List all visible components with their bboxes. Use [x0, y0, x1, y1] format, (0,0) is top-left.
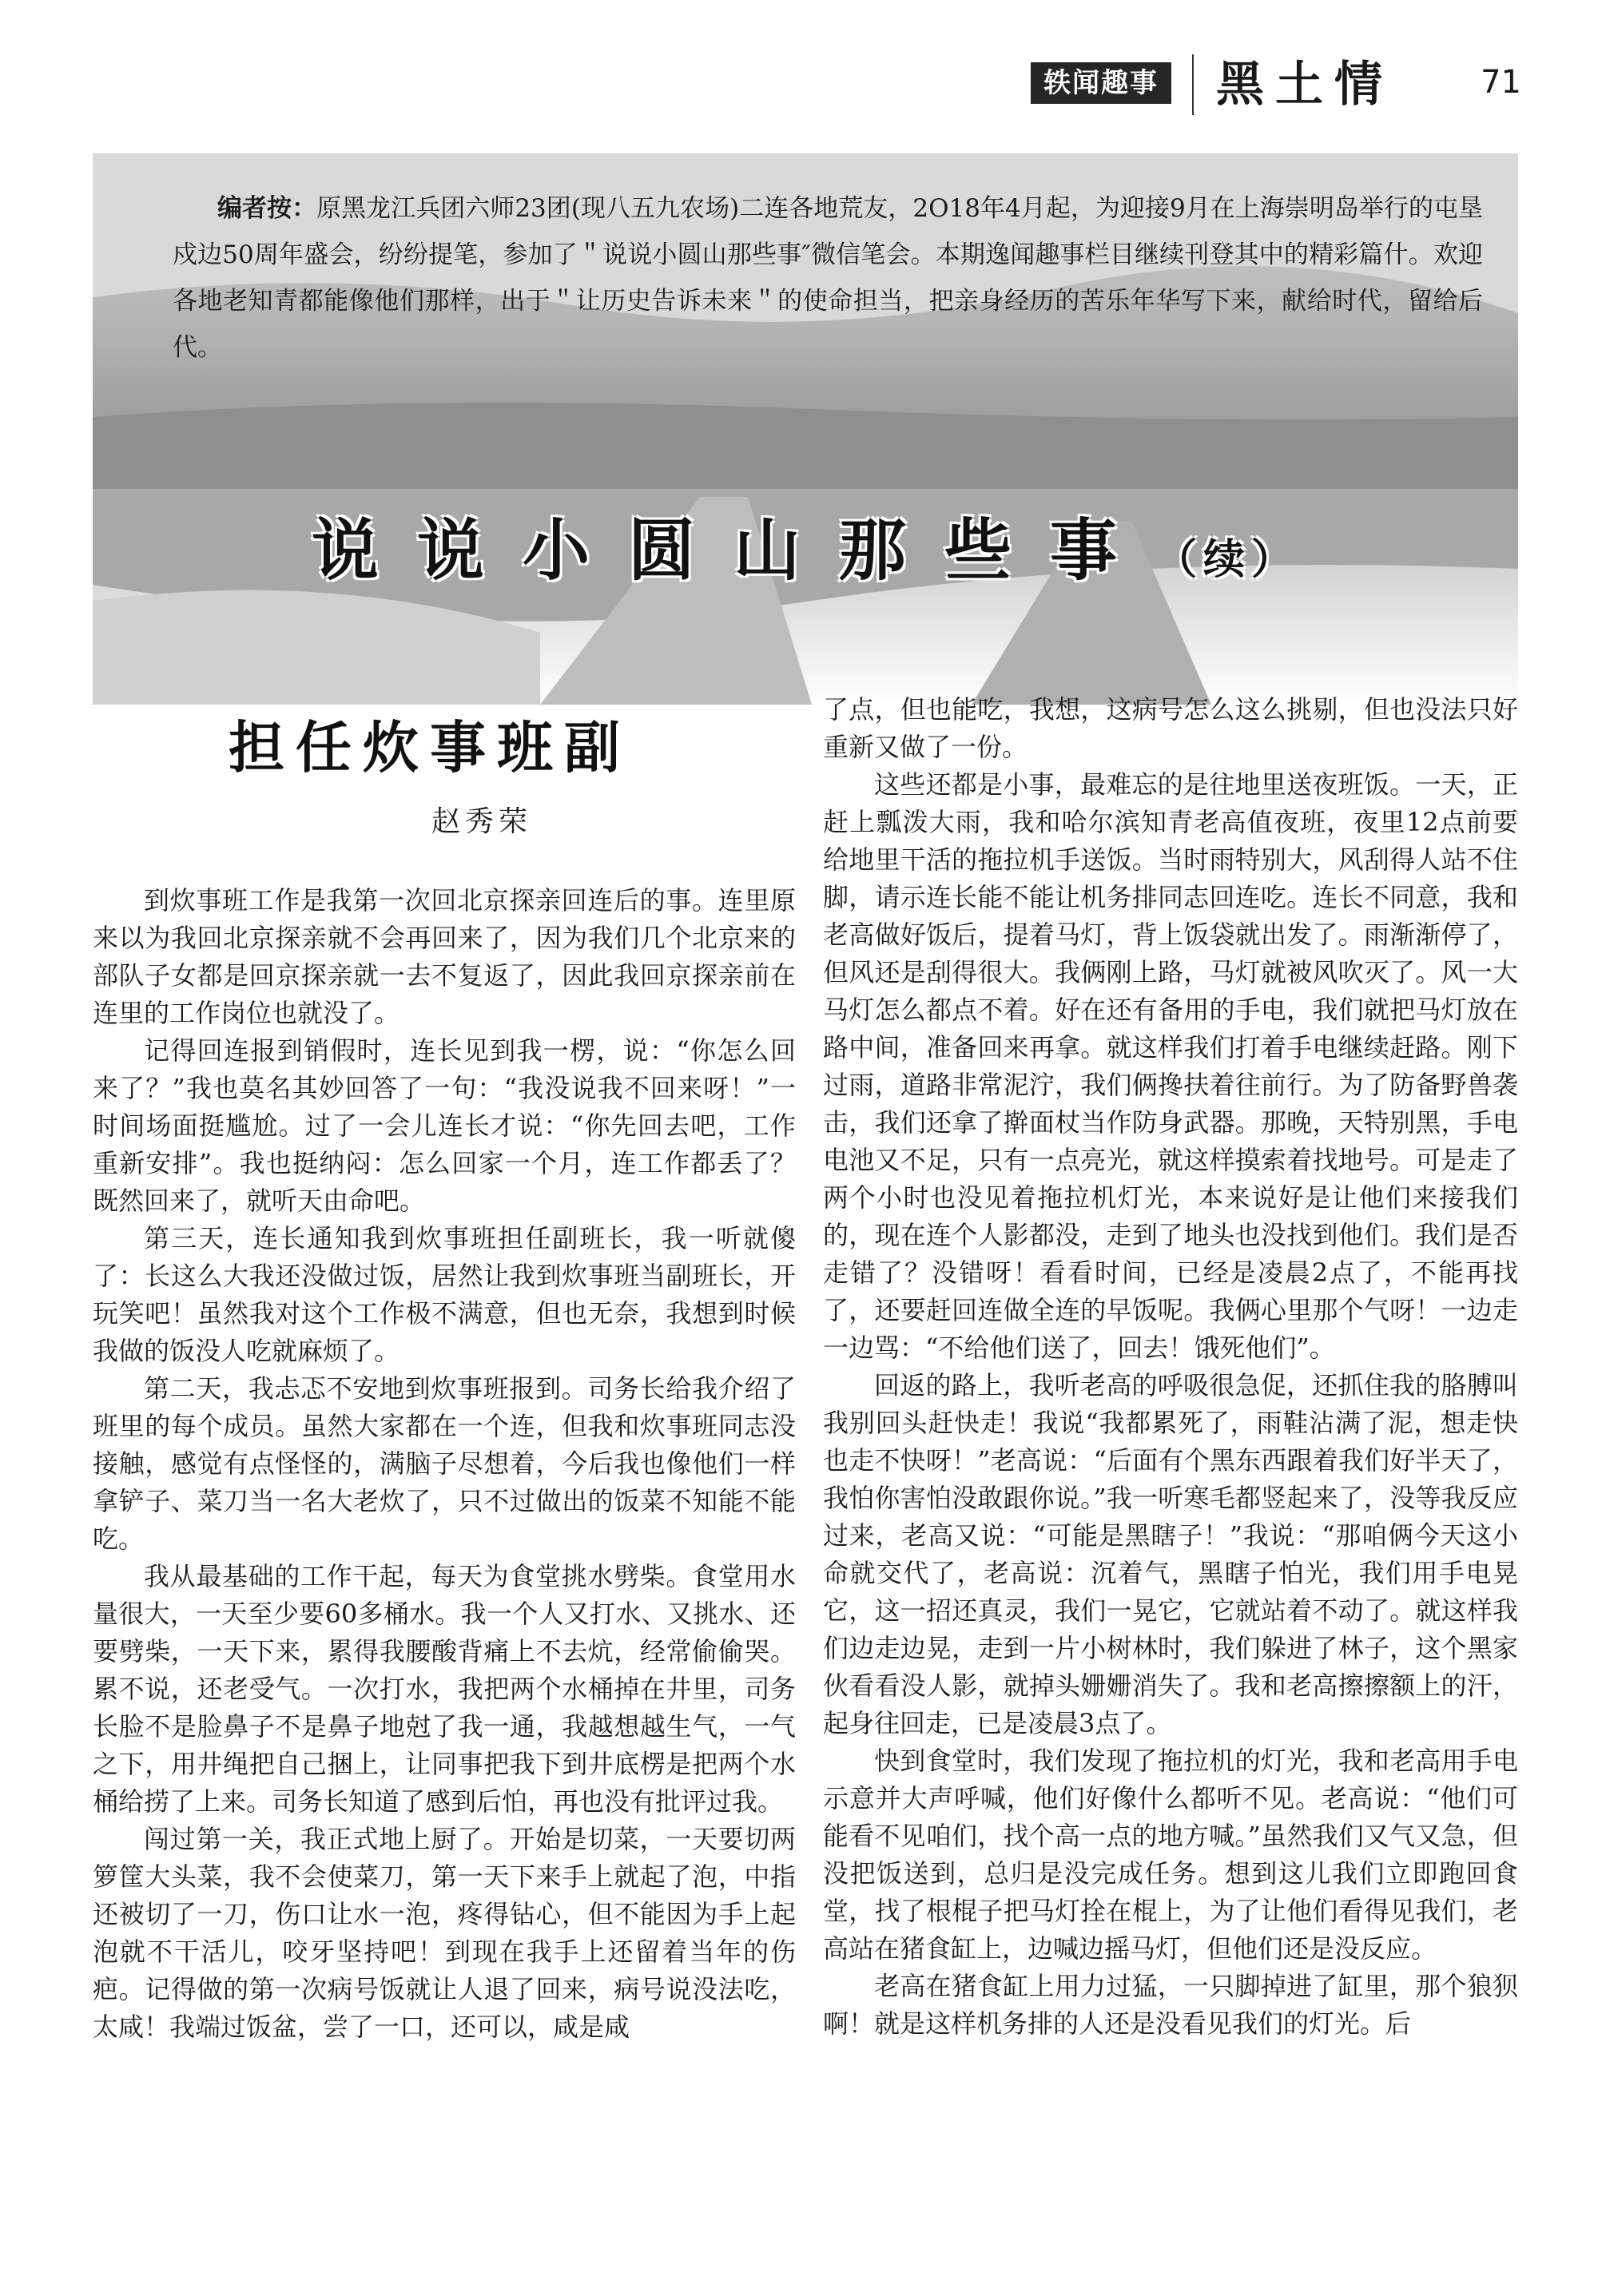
banner-photo [93, 153, 1518, 705]
article-column-right [823, 691, 1518, 2043]
author-name: 赵秀荣 [431, 805, 533, 838]
header-divider [1192, 54, 1194, 115]
editor-note-label: 编者按： [217, 194, 317, 223]
paragraph: 第二天，我忐忑不安地到炊事班报到。司务长给我介绍了班里的每个成员。虽然大家都在一个连，但我和炊事班同志没接触，感觉有点怪怪的，满脑子尽想着，今后我也像他们一样拿铲子、菜刀当一名大老炊了，只不过做出的饭菜不知能不能吃。 [93, 1373, 796, 1554]
paragraph: 我从最基础的工作干起，每天为食堂挑水劈柴。食堂用水量很大，一天至少要60多桶水。我一个人又打水、又挑水、还要劈柴，一天下来，累得我腰酸背痛上不去炕，经常偷偷哭。累不说，还老受气。一次打水，我把两个水桶掉在井里，司务长脸不是脸鼻子不是鼻子地尅了我一通，我越想越生气，一气之下，用井绳把自己捆上，让同事把我下到井底楞是把两个水桶给捞了上来。司务长知道了感到后怕，再也没有批评过我。 [93, 1561, 796, 1817]
paragraph: 到炊事班工作是我第一次回北京探亲回连后的事。连里原来以为我回北京探亲就不会再回来了，因为我们几个北京来的部队子女都是回京探亲就一去不复返了，因此我回京探亲前在连里的工作岗位也就没了。 [93, 885, 796, 1028]
magazine-logo: 黑土情 [1216, 57, 1393, 113]
paragraph: 了点，但也能吃，我想，这病号怎么这么挑剔，但也没法只好重新又做了一份。 [823, 694, 1518, 762]
paragraph: 这些还都是小事，最难忘的是往地里送夜班饭。一天，正赶上瓢泼大雨，我和哈尔滨知青老高值夜班，夜里12点前要给地里干活的拖拉机手送饭。当时雨特别大，风刮得人站不住脚，请示连长能不能让机务排同志回连吃。连长不同意，我和老高做好饭后，提着马灯，背上饭袋就出发了。雨渐渐停了，但风还是刮得很大。我俩刚上路，马灯就被风吹灭了。风一大马灯怎么都点不着。好在还有备用的手电，我们就把马灯放在路中间，准备回来再拿。就这样我们打着手电继续赶路。刚下过雨，道路非常泥泞，我们俩搀扶着往前行。为了防备野兽袭击，我们还拿了擀面杖当作防身武器。那晚，天特别黑，手电电池又不足，只有一点亮光，就这样摸索着找地号。可是走了两个小时也没见着拖拉机灯光，本来说好是让他们来接我们的，现在连个人影都没，走到了地头也没找到他们。我们是否走错了？没错呀！看看时间，已经是凌晨2点了，不能再找了，还要赶回连做全连的早饭呢。我俩心里那个气呀！一边走一边骂：“不给他们送了，回去！饿死他们”。 [823, 769, 1518, 1363]
editor-note-text: 原黑龙江兵团六师23团(现八五九农场)二连各地荒友，2O18年4月起，为迎接9月在上海崇明岛举行的屯垦戍边50周年盛会，纷纷提笔，参加了＂说说小圆山那些事″微信笔会。本期逸闻趣事栏目继续刊登其中的精彩篇什。欢迎各地老知青都能像他们那样，出于＂让历史告诉未来＂的使命担当，把亲身经历的苦乐年华写下来，献给时代，留给后代。 [173, 194, 1483, 362]
series-title [93, 497, 1518, 594]
page-header [1031, 54, 1542, 118]
paragraph: 老高在猪食缸上用力过猛，一只脚掉进了缸里，那个狼狈啊！就是这样机务排的人还是没看见我们的灯光。后 [823, 1971, 1518, 2039]
article-title: 担任炊事班副 [229, 715, 631, 781]
editor-note [173, 185, 1483, 371]
paragraph: 回返的路上，我听老高的呼吸很急促，还抓住我的胳膊叫我别回头赶快走！我说“我都累死了，雨鞋沾满了泥，想走快也走不快呀！”老高说：“后面有个黑东西跟着我们好半天了，我怕你害怕没敢跟你说。”我一听寒毛都竖起来了，没等我反应过来，老高又说：“可能是黑瞎子！”我说：“那咱俩今天这小命就交代了，老高说：沉着气，黑瞎子怕光，我们用手电晃它，这一招还真灵，我们一晃它，它就站着不动了。就这样我们边走边晃，走到一片小树林时，我们躲进了林子，这个黑家伙看看没人影，就掉头姗姗消失了。我和老高擦擦额上的汗，起身往回走，已是凌晨3点了。 [823, 1370, 1518, 1738]
paragraph: 快到食堂时，我们发现了拖拉机的灯光，我和老高用手电示意并大声呼喊，他们好像什么都听不见。老高说：“他们可能看不见咱们，找个高一点的地方喊。”虽然我们又气又急，但没把饭送到，总归是没完成任务。想到这儿我们立即跑回食堂，找了根棍子把马灯拴在棍上，为了让他们看得见我们，老高站在猪食缸上，边喊边摇马灯，但他们还是没反应。 [823, 1746, 1518, 1964]
article-column-left [93, 882, 796, 2046]
paragraph: 第三天，连长通知我到炊事班担任副班长，我一听就傻了：长这么大我还没做过饭，居然让我到炊事班当副班长，开玩笑吧！虽然我对这个工作极不满意，但也无奈，我想到时候我做的饭没人吃就麻烦了。 [93, 1223, 796, 1366]
page-number: 71 [1481, 64, 1521, 101]
series-title-text: 说说小圆山那些事 [311, 511, 1155, 590]
series-subtitle: （续） [1155, 536, 1300, 584]
paragraph: 闯过第一关，我正式地上厨了。开始是切菜，一天要切两箩筐大头菜，我不会使菜刀，第一天下来手上就起了泡，中指还被切了一刀，伤口让水一泡，疼得钻心，但不能因为手上起泡就不干活儿，咬牙坚持吧！到现在我手上还留着当年的伤疤。记得做的第一次病号饭就让人退了回来，病号说没法吃，太咸！我端过饭盆，尝了一口，还可以，咸是咸 [93, 1824, 796, 2042]
section-tag: 轶闻趣事 [1031, 62, 1171, 104]
paragraph: 记得回连报到销假时，连长见到我一楞，说：“你怎么回来了？”我也莫名其妙回答了一句：“我没说我不回来呀！”一时间场面挺尴尬。过了一会儿连长才说：“你先回去吧，工作重新安排”。我也挺纳闷：怎么回家一个月，连工作都丢了？既然回来了，就听天由命吧。 [93, 1035, 796, 1216]
